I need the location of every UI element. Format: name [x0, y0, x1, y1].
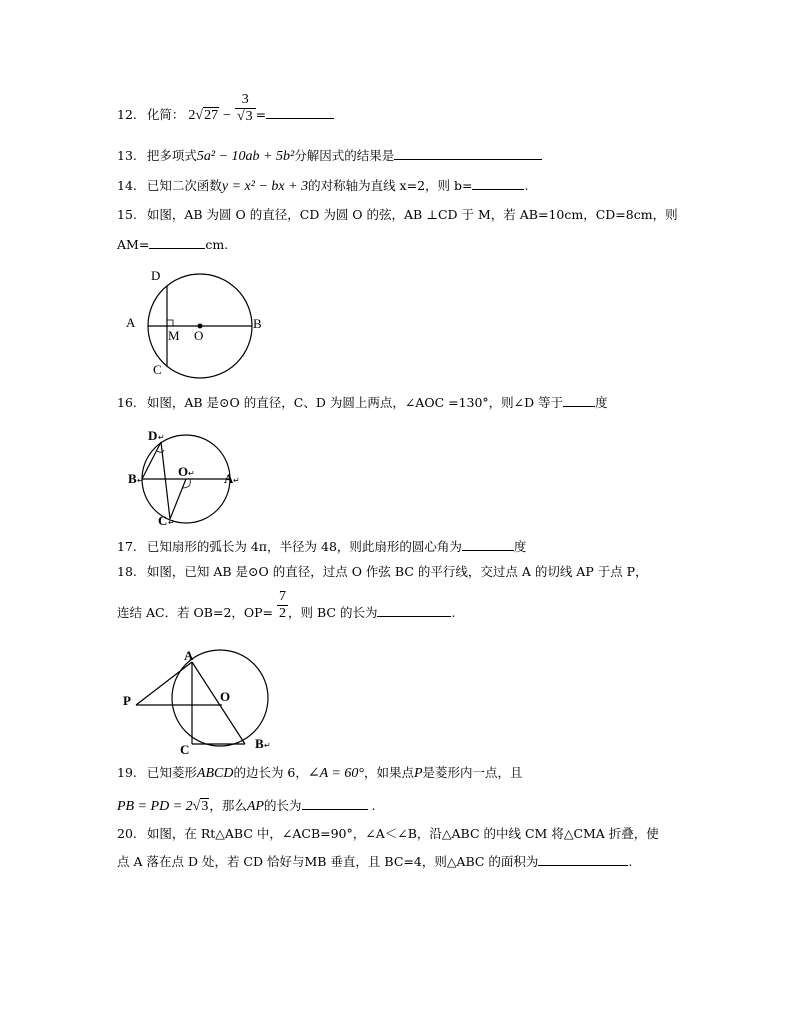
radical: √3 — [192, 799, 209, 814]
rhombus-name: ABCD — [196, 766, 234, 781]
label-d: D — [151, 268, 161, 283]
answer-blank[interactable] — [394, 147, 542, 160]
answer-blank[interactable] — [563, 394, 595, 407]
question-text-tail: 分解因式的结果是 — [294, 148, 395, 163]
angle-expression: ∠A = 60° — [307, 766, 364, 781]
label-c: C — [180, 742, 190, 756]
question-text: 如图，已知 AB 是⊙O 的直径，过点 O 作弦 BC 的平行线，交过点 A 的切线 AP 于点 P， — [146, 564, 648, 579]
question-number: 17. — [117, 539, 137, 554]
label-o: O — [220, 689, 231, 704]
figure-16-circle-diagram — [124, 424, 244, 532]
label-b: B — [128, 471, 137, 486]
label-a: A — [184, 648, 194, 663]
question-17: 17. 已知扇形的弧长为 4π，半径为 48，则此扇形的圆心角为 度 — [117, 539, 527, 554]
question-number: 14. — [117, 178, 137, 193]
question-text: 把多项式 — [146, 148, 197, 163]
question-text: 已知二次函数 — [146, 178, 222, 193]
question-text-tail: 的对称轴为直线 x=2，则 b= — [308, 178, 473, 193]
fraction: $\frac{3}{√3}$ — [235, 92, 256, 125]
equals-sign: = — [255, 107, 267, 122]
question-text: 化简： — [146, 107, 185, 122]
paragraph-marker: ↵ — [188, 469, 195, 478]
segment-ap: AP — [246, 799, 264, 814]
question-number: 18. — [117, 564, 137, 579]
answer-blank[interactable] — [377, 604, 451, 617]
chord-ab — [192, 662, 245, 744]
question-number: 15. — [117, 207, 137, 222]
chord-db — [142, 442, 161, 479]
question-15-line-2: AM= cm. — [117, 237, 229, 252]
question-text: 如图，AB 为圆 O 的直径，CD 为圆 O 的弦，AB ⊥CD 于 M，若 AB=10cm，CD=8cm，则 — [146, 207, 678, 222]
question-number: 13. — [117, 148, 137, 163]
radical: √27 — [195, 108, 219, 123]
answer-blank[interactable] — [472, 177, 524, 190]
question-15-line-1 — [117, 207, 678, 223]
answer-blank[interactable] — [266, 106, 334, 119]
label-c: C — [153, 362, 162, 377]
question-18-line-1 — [117, 564, 648, 580]
figure-18-circle-diagram — [118, 648, 278, 756]
tangent-ap — [136, 662, 192, 705]
label-d: D — [148, 428, 158, 443]
label-a: A — [126, 315, 136, 330]
label-b: B — [253, 316, 262, 331]
question-text: 已知扇形的弧长为 4π，半径为 48，则此扇形的圆心角为 — [146, 539, 462, 554]
question-number: 19. — [117, 765, 137, 780]
chord-dc — [161, 442, 170, 519]
label-m: M — [168, 328, 180, 343]
question-20-line-1 — [117, 826, 659, 842]
label-o: O — [194, 328, 204, 343]
fraction: $\frac{7}{2}$ — [279, 589, 287, 621]
question-18-line-2: 连结 AC．若 OB=2，OP= $\frac{7}{2}$ ，则 BC 的长为 . — [117, 589, 456, 621]
question-19-line-2: PB = PD = 2√3，那么AP的长为 . — [117, 798, 376, 814]
paragraph-marker: ↵ — [158, 433, 165, 442]
question-number: 12. — [117, 107, 137, 122]
label-b: B — [255, 736, 264, 751]
figure-15-circle-diagram — [118, 262, 278, 382]
paragraph-marker: ↵ — [233, 476, 240, 485]
question-13 — [117, 147, 542, 165]
question-20-line-2: 点 A 落在点 D 处，若 CD 恰好与MB 垂直，且 BC=4，则△ABC 的面积为 . — [117, 854, 633, 869]
question-12 — [117, 92, 334, 125]
answer-blank[interactable] — [302, 797, 368, 810]
label-o: O — [178, 464, 189, 479]
length-expression: PB = PD = 2 — [117, 799, 193, 814]
paragraph-marker: ↵ — [168, 518, 175, 527]
answer-blank[interactable] — [538, 853, 628, 866]
point-p: P — [413, 766, 423, 781]
angle-d-arc — [157, 450, 164, 452]
question-19-line-1: 19. 已知菱形ABCD的边长为 6，∠A = 60°，如果点P是菱形内一点，且 — [117, 765, 523, 781]
function-expression: y = x² − bx + 3 — [221, 179, 309, 194]
answer-blank[interactable] — [149, 236, 205, 249]
radius-oc — [170, 479, 186, 519]
label-a: A — [224, 471, 234, 486]
question-number: 20. — [117, 826, 137, 841]
question-text: 如图，AB 是⊙O 的直径，C、D 为圆上两点，∠AOC =130°，则∠D 等于 — [146, 395, 564, 410]
question-text: 如图，在 Rt△ABC 中，∠ACB=90°，∠A＜∠B，沿△ABC 的中线 CM 将△CMA 折叠，使 — [146, 826, 659, 841]
right-angle-mark — [167, 320, 173, 326]
coefficient: 2 — [188, 108, 196, 123]
question-number: 16. — [117, 395, 137, 410]
answer-blank[interactable] — [462, 538, 514, 551]
polynomial-expression: 5a² − 10ab + 5b² — [196, 149, 295, 164]
question-14: 14. 已知二次函数y = x² − bx + 3的对称轴为直线 x=2，则 b= . — [117, 178, 529, 194]
minus-sign: − — [223, 108, 231, 123]
label-p: P — [123, 693, 131, 708]
paragraph-marker: ↵ — [264, 741, 271, 750]
label-c: C — [158, 513, 168, 528]
paragraph-marker: ↵ — [137, 476, 144, 485]
question-16: 16. 如图，AB 是⊙O 的直径，C、D 为圆上两点，∠AOC =130°，则∠D 等于 度 — [117, 395, 608, 410]
